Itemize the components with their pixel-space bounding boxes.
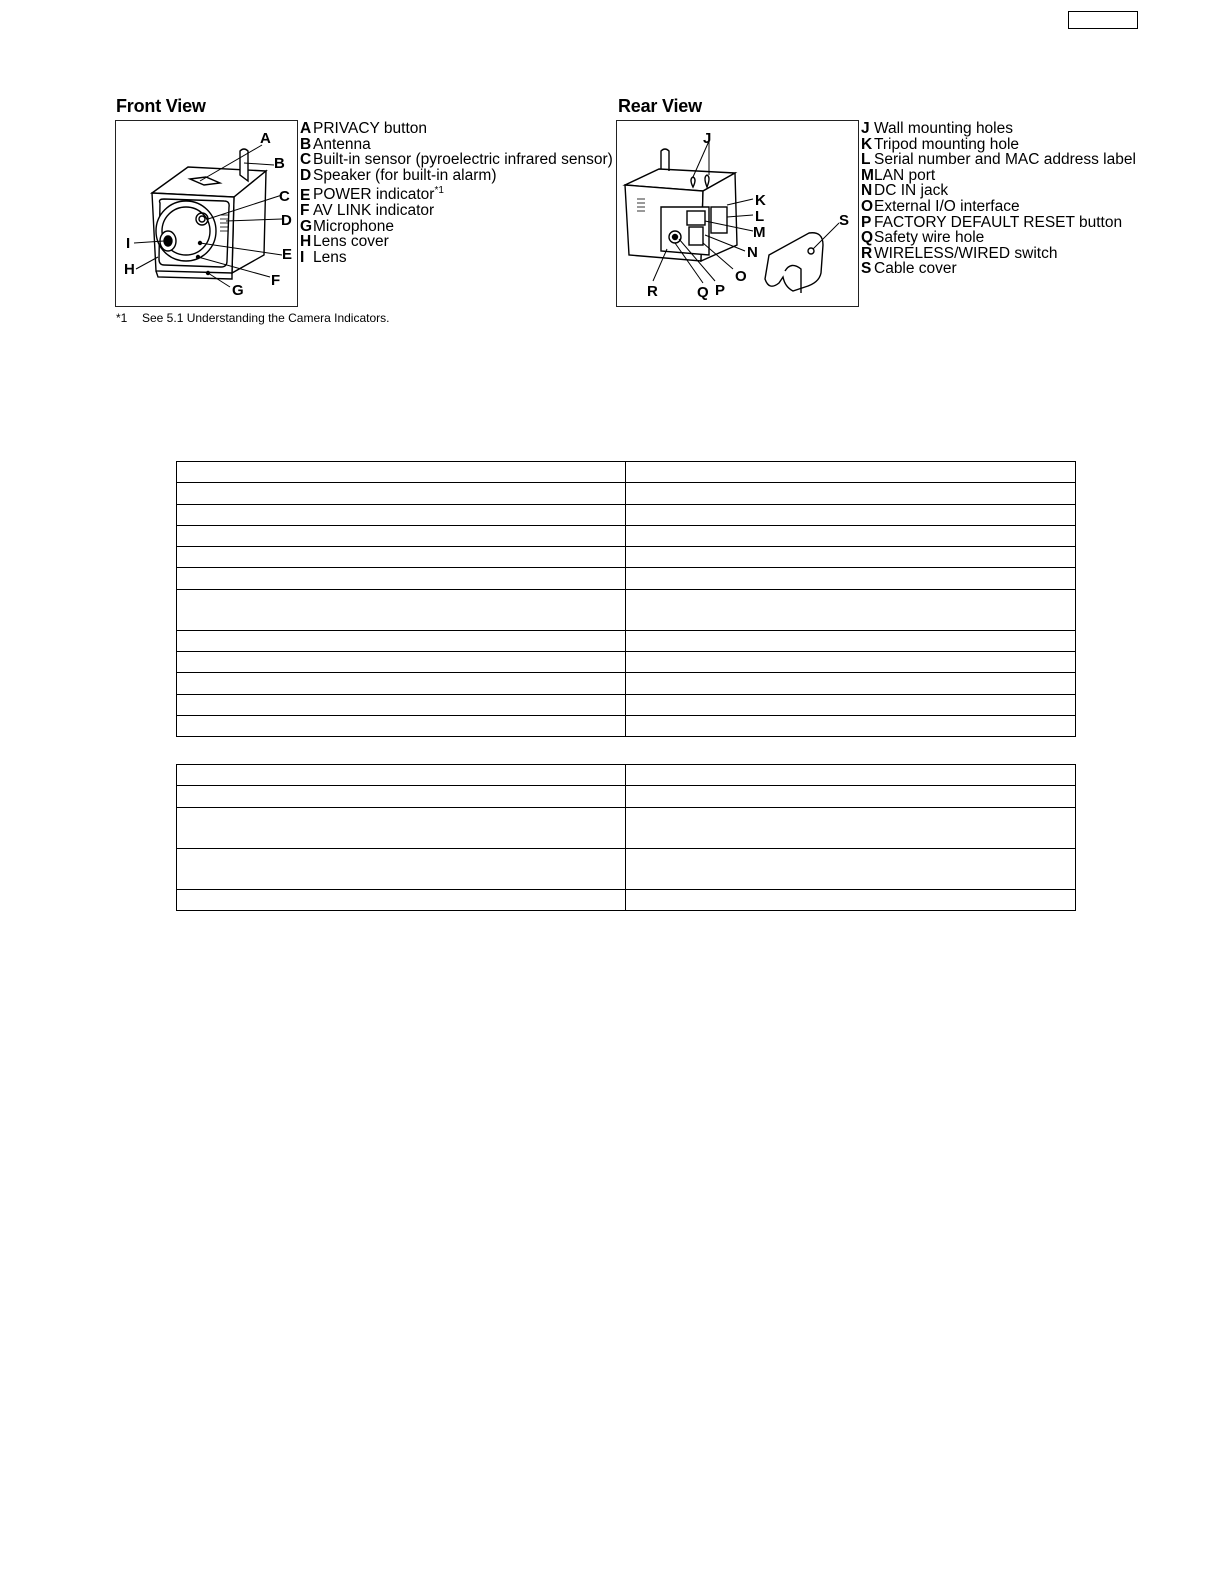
table-row [177,848,1076,889]
legend-text: Speaker (for built-in alarm) [313,166,497,184]
table-cell [626,525,1076,546]
table-row [177,525,1076,546]
table-cell [626,786,1076,807]
table-cell [177,504,626,525]
table-cell [177,462,626,483]
legend-text: Serial number and MAC address label [874,151,1136,169]
legend-letter: E [300,186,311,204]
callout-j: J [703,130,712,147]
callout-g: G [232,282,244,299]
rear_view-item-k [861,137,1136,153]
callout-s: S [839,212,850,229]
rear_view-item-m [861,168,1136,184]
callout-o: O [735,268,747,285]
rear_view-item-n [861,183,1136,199]
legend-letter: D [300,166,312,184]
table-row [177,786,1076,807]
legend-letter: J [861,120,870,137]
legend-letter: K [861,135,873,153]
legend-text: Tripod mounting hole [874,135,1020,153]
legend-text: PRIVACY button [313,120,428,137]
legend-letter: I [300,248,305,266]
camera-front-illustration [116,121,296,305]
legend-letter: S [861,260,872,278]
legend-letter: Q [861,229,874,247]
front_view-item-g [300,219,613,235]
legend-text: Microphone [313,217,394,235]
callout-r: R [647,283,658,300]
table-cell [177,786,626,807]
legend-text: Antenna [313,135,371,153]
legend-letter: H [300,233,312,251]
table-cell [177,547,626,568]
legend-text: WIRELESS/WIRED switch [874,244,1058,262]
table-row [177,504,1076,525]
table-row [177,652,1076,673]
legend-letter: A [300,120,312,137]
legend-text: Safety wire hole [874,229,985,247]
table-cell [177,673,626,694]
table-cell [177,889,626,910]
callout-d: D [281,212,292,229]
legend-text: AV LINK indicator [313,202,435,220]
table-cell [626,715,1076,736]
rear-view-figure [616,120,859,307]
table-cell [177,715,626,736]
front_view-item-h [300,234,613,250]
table-cell [626,807,1076,848]
callout-p: P [715,282,726,299]
table-row [177,715,1076,736]
table-row [177,807,1076,848]
rear_view-item-j [861,121,1136,137]
legend-letter: F [300,202,310,220]
legend-text: DC IN jack [874,182,949,200]
callout-l: L [755,208,765,225]
table-cell [177,652,626,673]
rear_view-item-q [861,230,1136,246]
table-row [177,694,1076,715]
front_view-item-c [300,152,613,168]
table-cell [177,589,626,630]
legend-text: Wall mounting holes [874,120,1013,137]
table-2 [176,764,1076,911]
table-row [177,589,1076,630]
legend-text: External I/O interface [874,197,1020,215]
legend-letter: P [861,213,872,231]
table-row [177,673,1076,694]
rear_view-item-l [861,152,1136,168]
table-cell [177,483,626,504]
callout-h: H [124,261,135,278]
legend-text: FACTORY DEFAULT RESET button [874,213,1123,231]
table-cell [177,694,626,715]
rear_view-item-s [861,261,1136,277]
front_view-item-i [300,250,613,266]
front_view-item-d [300,168,613,184]
callout-e: E [282,246,293,263]
legend-letter: L [861,151,871,169]
table-cell [626,504,1076,525]
table-cell [626,673,1076,694]
rear_view-item-r [861,246,1136,262]
callout-k: K [755,192,766,209]
table-cell [626,694,1076,715]
callout-c: C [279,188,290,205]
callout-i: I [126,235,131,252]
table-cell [626,652,1076,673]
rear_view-item-p [861,215,1136,231]
front_view-item-f [300,203,613,219]
table-row [177,765,1076,786]
footnote-marker: *1 [116,311,128,325]
table-cell [626,462,1076,483]
legend-letter: B [300,135,312,153]
table-cell [626,889,1076,910]
table-row [177,889,1076,910]
table-row [177,547,1076,568]
legend-letter: R [861,244,873,262]
rear-view-legend [861,121,1136,277]
table-row [177,568,1076,589]
table-cell [626,568,1076,589]
table-cell [626,630,1076,651]
footnote [116,311,389,325]
table-row [177,462,1076,483]
legend-text: LAN port [874,166,936,184]
callout-m: M [753,224,766,241]
callout-b: B [274,155,285,172]
callout-q: Q [697,284,709,301]
callout-a: A [260,130,271,147]
page-number-box [1068,11,1138,29]
front_view-item-e [300,183,613,203]
table-cell [626,848,1076,889]
legend-letter: N [861,182,873,200]
camera-rear-illustration [617,121,857,305]
table-row [177,630,1076,651]
legend-letter: M [861,166,874,184]
table-cell [626,589,1076,630]
callout-f: F [271,272,281,289]
table-cell [626,483,1076,504]
legend-text: Lens cover [313,233,389,251]
legend-text: POWER indicator [313,186,435,204]
table-cell [626,765,1076,786]
table-row [177,483,1076,504]
table-cell [177,807,626,848]
legend-letter: O [861,197,874,215]
table-cell [177,848,626,889]
table-cell [177,765,626,786]
table-cell [177,525,626,546]
front_view-item-b [300,137,613,153]
callout-n: N [747,244,758,261]
footnote-text: See 5.1 Understanding the Camera Indicators. [142,311,390,325]
footnote-reference: *1 [434,185,444,197]
table-1 [176,461,1076,737]
rear-view-title: Rear View [618,96,702,116]
table-cell [177,568,626,589]
rear_view-item-o [861,199,1136,215]
front-view-legend [300,121,613,266]
legend-text: Lens [313,248,347,266]
front_view-item-a [300,121,613,137]
legend-letter: C [300,151,312,169]
legend-text: Cable cover [874,260,957,278]
legend-letter: G [300,217,313,235]
front-view-figure [115,120,298,307]
table-cell [177,630,626,651]
front-view-title: Front View [116,96,206,116]
legend-text: Built-in sensor (pyroelectric infrared sensor) [313,151,613,169]
table-cell [626,547,1076,568]
